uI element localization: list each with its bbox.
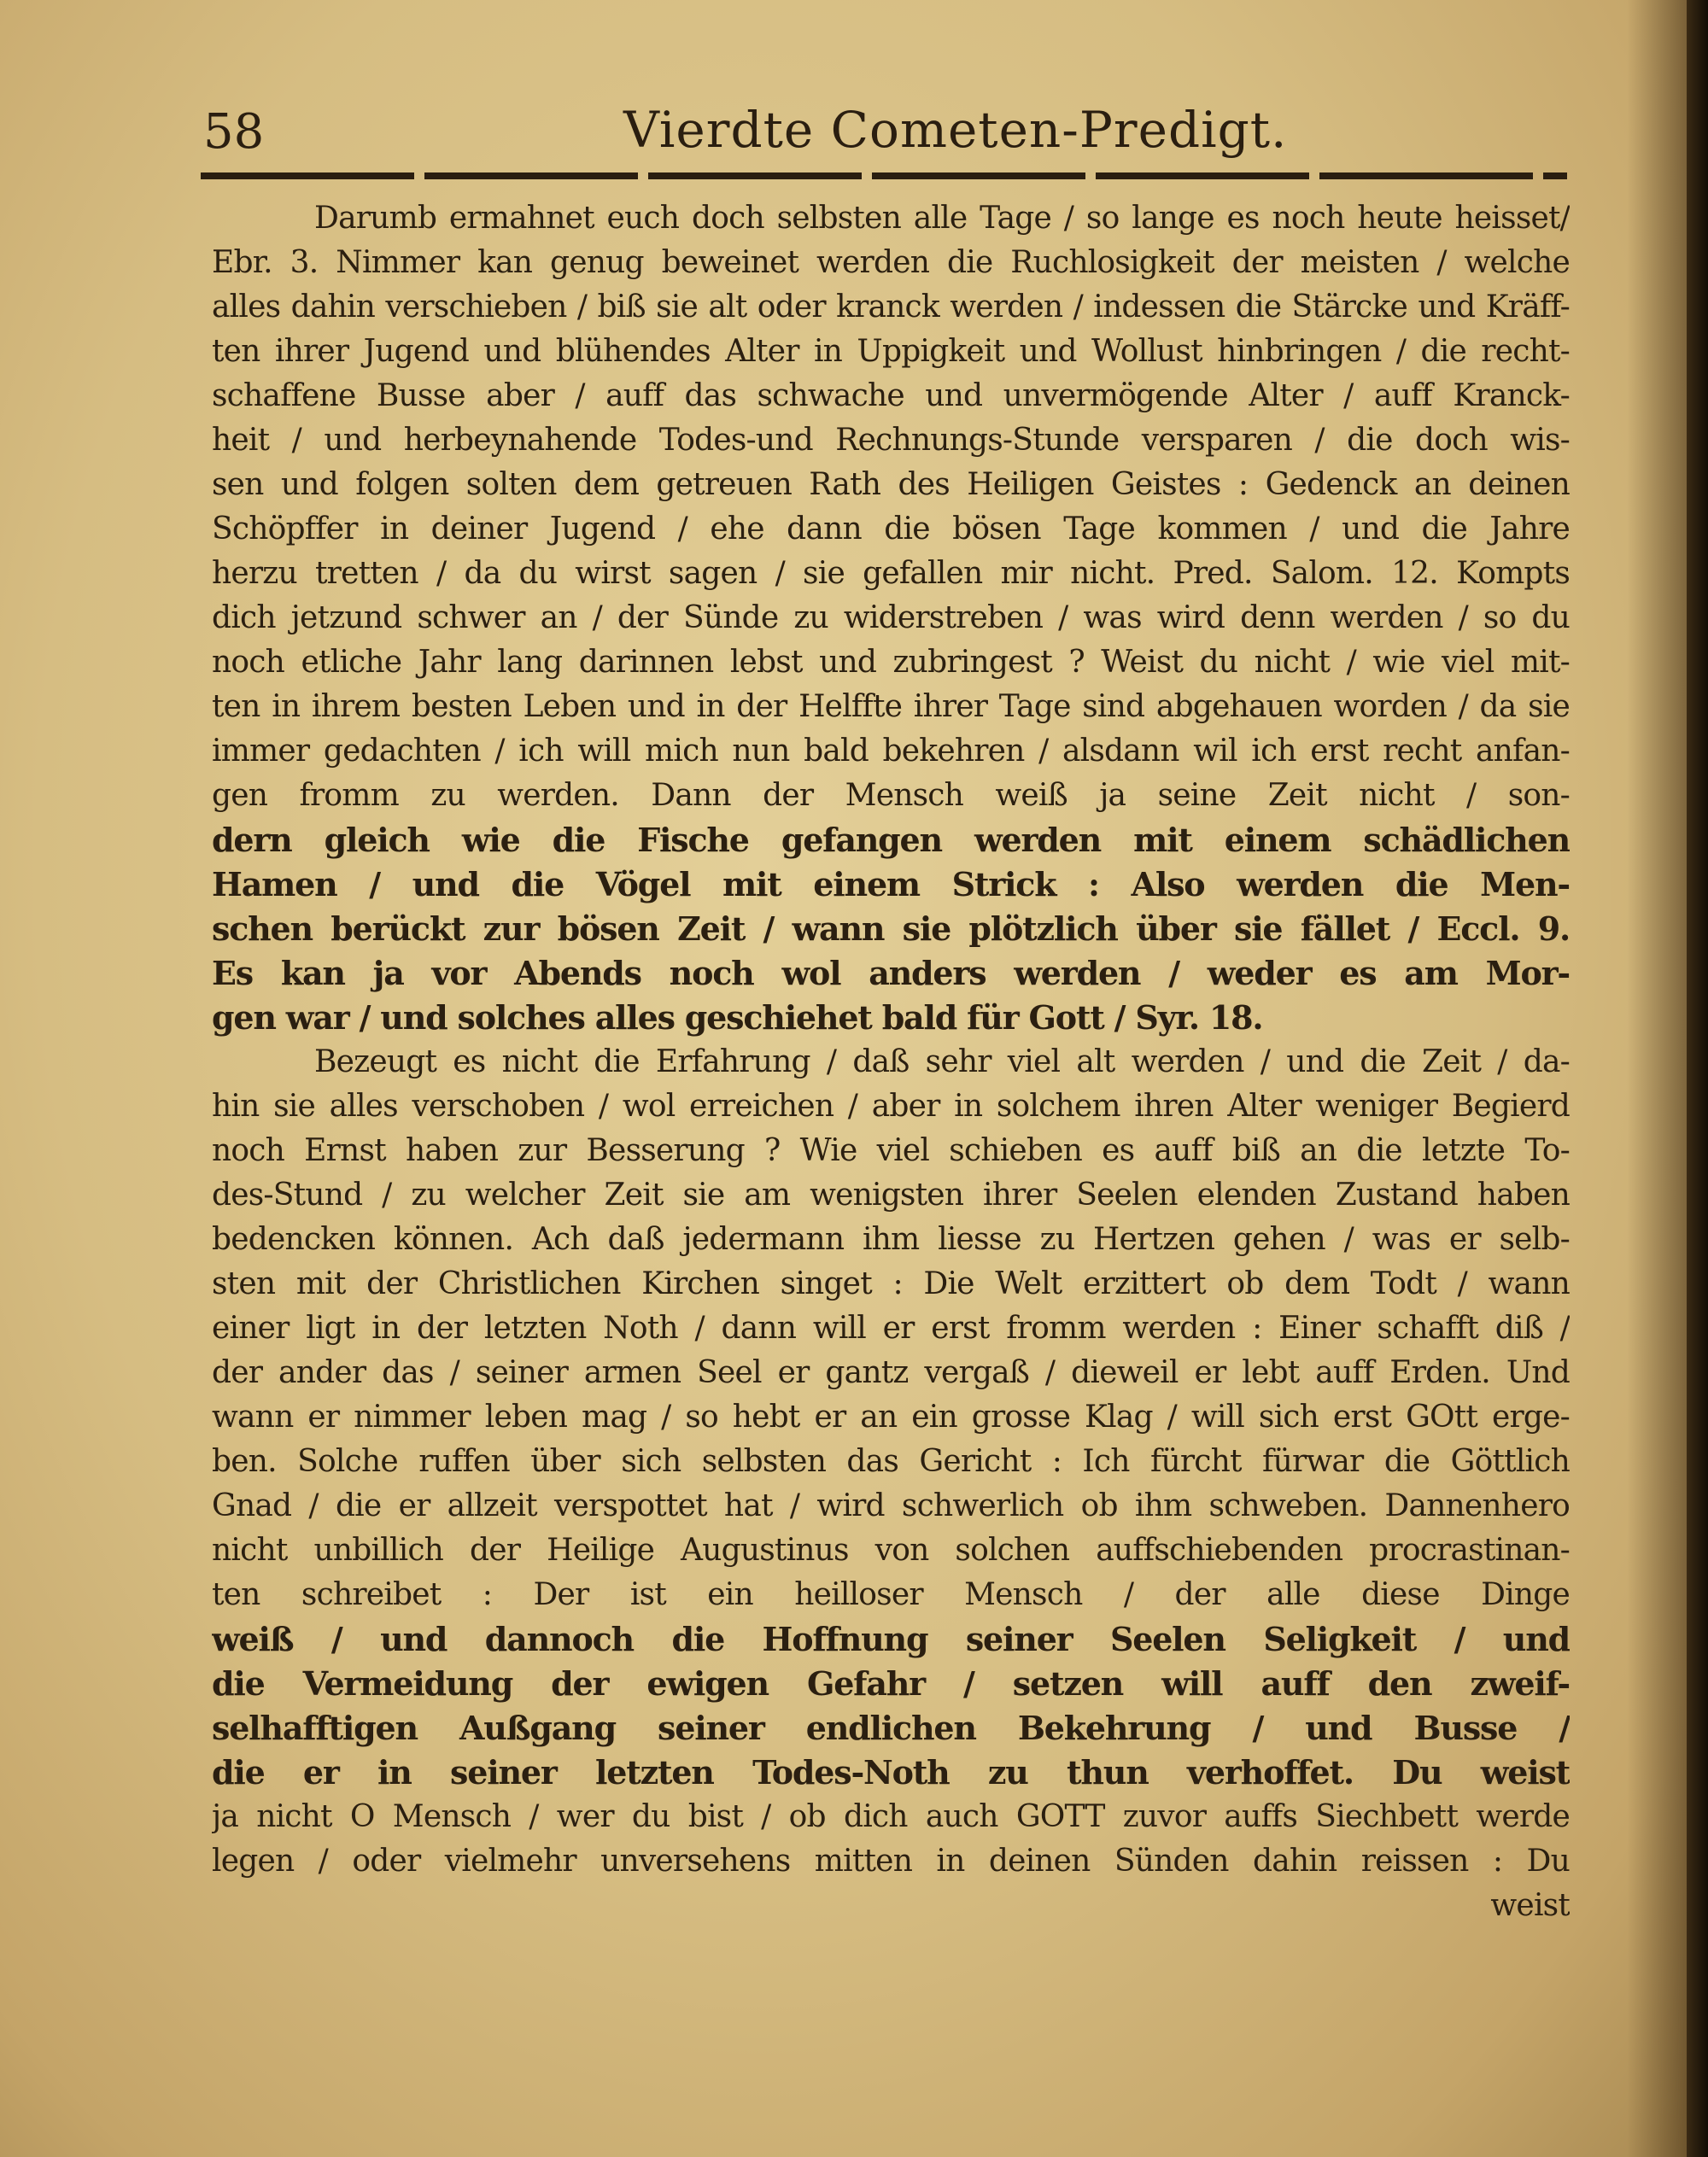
text-line: der ander das / seiner armen Seel er gantz vergaß / dieweil er lebt auff Erden. Und [212, 1355, 1570, 1390]
text-line: ten in ihrem besten Leben und in der Helffte ihrer Tage sind abgehauen worden / da sie [212, 689, 1570, 724]
text-line-emphasis: dern gleich wie die Fische gefangen werden mit einem schädlichen [212, 821, 1570, 859]
text-line: hin sie alles verschoben / wol erreichen / aber in solchem ihren Alter weniger Begierd [212, 1089, 1570, 1124]
text-line-emphasis: Es kan ja vor Abends noch wol anders werden / weder es am Mor- [212, 954, 1570, 992]
text-line: wann er nimmer leben mag / so hebt er an ein grosse Klag / will sich erst GOtt erge- [212, 1400, 1570, 1435]
text-line: dich jetzund schwer an / der Sünde zu widerstreben / was wird denn werden / so du [212, 600, 1570, 635]
text-line: Darumb ermahnet euch doch selbsten alle Tage / so lange es noch heute heisset/ [314, 201, 1570, 236]
text-line: noch etliche Jahr lang darinnen lebst und zubringest ? Weist du nicht / wie viel mit- [212, 645, 1570, 680]
text-line: ben. Solche ruffen über sich selbsten das Gericht : Ich fürcht fürwar die Göttlich [212, 1444, 1570, 1479]
text-line: des-Stund / zu welcher Zeit sie am wenigsten ihrer Seelen elenden Zustand haben [212, 1178, 1570, 1213]
page-number: 58 [203, 104, 265, 160]
page-gutter-shadow [1627, 0, 1687, 2157]
book-edge [1687, 0, 1708, 2157]
text-line: heit / und herbeynahende Todes-und Rechnungs-Stunde versparen / die doch wis- [212, 423, 1570, 458]
text-line: nicht unbillich der Heilige Augustinus von solchen auffschiebenden procrastinan- [212, 1533, 1570, 1568]
text-line: sen und folgen solten dem getreuen Rath des Heiligen Geistes : Gedenck an deinen [212, 467, 1570, 502]
text-line: gen fromm zu werden. Dann der Mensch weiß ja seine Zeit nicht / son- [212, 778, 1570, 813]
running-title: Vierdte Cometen-Predigt. [623, 101, 1288, 159]
text-line-emphasis: selhafftigen Außgang seiner endlichen Bekehrung / und Busse / [212, 1709, 1570, 1747]
text-line-emphasis: die Vermeidung der ewigen Gefahr / setzen will auff den zweif- [212, 1664, 1570, 1703]
text-line-emphasis: Hamen / und die Vögel mit einem Strick : Also werden die Men- [212, 865, 1570, 903]
text-line: ten ihrer Jugend und blühendes Alter in Uppigkeit und Wollust hinbringen / die recht- [212, 334, 1570, 369]
text-line: herzu tretten / da du wirst sagen / sie gefallen mir nicht. Pred. Salom. 12. Kompts [212, 556, 1570, 591]
text-line: Gnad / die er allzeit verspottet hat / wird schwerlich ob ihm schweben. Dannenhero [212, 1488, 1570, 1523]
text-line: schaffene Busse aber / auff das schwache und unvermögende Alter / auff Kranck- [212, 378, 1570, 413]
text-line: legen / oder vielmehr unversehens mitten in deinen Sünden dahin reissen : Du [212, 1844, 1570, 1879]
text-line-emphasis: die er in seiner letzten Todes-Noth zu thun verhoffet. Du weist [212, 1753, 1570, 1792]
paragraph-1 [212, 196, 1570, 1040]
text-line-emphasis: schen berückt zur bösen Zeit / wann sie plötzlich über sie fället / Eccl. 9. [212, 909, 1570, 948]
text-line: ja nicht O Mensch / wer du bist / ob dich auch GOTT zuvor auffs Siechbett werde [212, 1799, 1570, 1834]
text-line: Bezeugt es nicht die Erfahrung / daß sehr viel alt werden / und die Zeit / da- [314, 1044, 1570, 1079]
body-text [212, 196, 1570, 1928]
text-line-emphasis: weiß / und dannoch die Hoffnung seiner Seelen Seligkeit / und [212, 1620, 1570, 1658]
catchword: weist [1490, 1888, 1570, 1923]
text-line: alles dahin verschieben / biß sie alt oder kranck werden / indessen die Stärcke und Kräff- [212, 289, 1570, 324]
paragraph-2 [212, 1040, 1570, 1884]
text-line: Schöpffer in deiner Jugend / ehe dann die bösen Tage kommen / und die Jahre [212, 511, 1570, 547]
text-line: noch Ernst haben zur Besserung ? Wie viel schieben es auff biß an die letzte To- [212, 1133, 1570, 1168]
header-rule [201, 172, 1567, 179]
text-line-emphasis: gen war / und solches alles geschiehet bald für Gott / Syr. 18. [212, 998, 1263, 1037]
text-line: bedencken können. Ach daß jedermann ihm liesse zu Hertzen gehen / was er selb- [212, 1222, 1570, 1257]
text-line: einer ligt in der letzten Noth / dann will er erst fromm werden : Einer schafft diß / [212, 1311, 1570, 1346]
text-line: immer gedachten / ich will mich nun bald bekehren / alsdann wil ich erst recht anfan- [212, 734, 1570, 769]
text-line: sten mit der Christlichen Kirchen singet : Die Welt erzittert ob dem Todt / wann [212, 1266, 1570, 1301]
text-line: ten schreibet : Der ist ein heilloser Mensch / der alle diese Dinge [212, 1577, 1570, 1612]
text-line: Ebr. 3. Nimmer kan genug beweinet werden die Ruchlosigkeit der meisten / welche [212, 245, 1570, 280]
